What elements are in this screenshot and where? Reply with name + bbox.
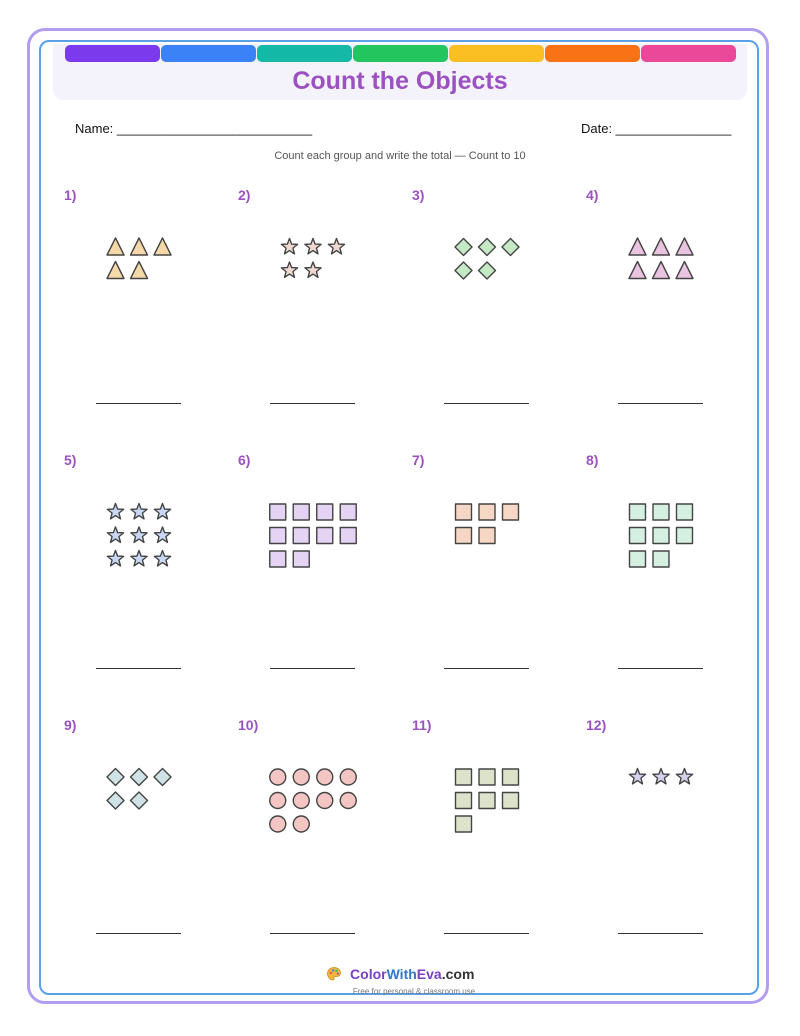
square-object — [630, 528, 646, 544]
triangle-object — [107, 238, 124, 255]
triangle-object — [676, 262, 693, 279]
problem-9 — [64, 717, 238, 981]
star-object — [154, 551, 170, 566]
star-object — [154, 504, 170, 519]
object-group — [412, 452, 586, 652]
square-object — [677, 504, 693, 520]
diamond-object — [154, 769, 171, 786]
star-object — [305, 239, 321, 254]
problem-number: 12) — [586, 717, 607, 733]
star-object — [131, 551, 147, 566]
circle-object — [340, 793, 356, 809]
triangle-object — [676, 238, 693, 255]
brand-eva: Eva — [416, 966, 442, 982]
star-object — [281, 239, 297, 254]
star-object — [131, 504, 147, 519]
footer-tagline: Free for personal & classroom use — [352, 987, 476, 996]
circle-object — [317, 769, 333, 785]
object-group — [238, 187, 412, 387]
problem-number: 10) — [238, 717, 259, 733]
triangle-object — [131, 262, 148, 279]
diamond-object — [107, 769, 124, 786]
square-object — [270, 504, 286, 520]
answer-line[interactable] — [270, 668, 355, 669]
problem-1 — [64, 187, 238, 451]
square-object — [456, 504, 472, 520]
diamond-object — [502, 239, 519, 256]
answer-line[interactable] — [270, 403, 355, 404]
rainbow-segment — [545, 45, 640, 62]
square-object — [653, 551, 669, 567]
answer-line[interactable] — [444, 933, 529, 934]
circle-object — [270, 816, 286, 832]
diamond-object — [131, 792, 148, 809]
circle-object — [340, 769, 356, 785]
square-object — [340, 528, 356, 544]
square-object — [479, 769, 495, 785]
object-group — [64, 187, 238, 387]
answer-line[interactable] — [618, 933, 703, 934]
rainbow-segment — [257, 45, 352, 62]
object-group — [412, 187, 586, 387]
rainbow-segment — [641, 45, 736, 62]
diamond-object — [131, 769, 148, 786]
diamond-object — [107, 792, 124, 809]
problem-5 — [64, 452, 238, 716]
problem-12 — [586, 717, 760, 981]
footer-brand — [0, 966, 800, 987]
palette-icon — [326, 966, 342, 987]
problem-number: 9) — [64, 717, 77, 733]
problem-8 — [586, 452, 760, 716]
star-object — [154, 527, 170, 542]
circle-object — [293, 793, 309, 809]
object-group — [64, 717, 238, 917]
name-field[interactable]: Name: ___________________________ — [75, 121, 313, 136]
triangle-object — [107, 262, 124, 279]
triangle-object — [154, 238, 171, 255]
triangle-object — [653, 262, 670, 279]
triangle-object — [629, 238, 646, 255]
square-object — [677, 528, 693, 544]
diamond-object — [455, 262, 472, 279]
diamond-object — [479, 262, 496, 279]
answer-line[interactable] — [270, 933, 355, 934]
star-object — [107, 551, 123, 566]
circle-object — [270, 793, 286, 809]
square-object — [456, 816, 472, 832]
problem-number: 7) — [412, 452, 425, 468]
square-object — [293, 504, 309, 520]
problem-number: 2) — [238, 187, 251, 203]
square-object — [317, 504, 333, 520]
brand-color: Color — [350, 966, 387, 982]
diamond-object — [455, 239, 472, 256]
instructions: Count each group and write the total — Count to 10 — [274, 150, 526, 162]
square-object — [653, 504, 669, 520]
star-object — [629, 769, 645, 784]
square-object — [293, 528, 309, 544]
star-object — [676, 769, 692, 784]
square-object — [479, 793, 495, 809]
triangle-object — [653, 238, 670, 255]
brand-with: With — [386, 966, 417, 982]
answer-line[interactable] — [618, 668, 703, 669]
square-object — [270, 551, 286, 567]
object-group — [412, 717, 586, 917]
square-object — [456, 528, 472, 544]
star-object — [107, 527, 123, 542]
rainbow-segment — [353, 45, 448, 62]
problem-number: 1) — [64, 187, 77, 203]
star-object — [281, 262, 297, 277]
rainbow-segment — [65, 45, 160, 62]
problem-10 — [238, 717, 412, 981]
problem-number: 11) — [412, 717, 432, 733]
square-object — [456, 793, 472, 809]
answer-line[interactable] — [96, 403, 181, 404]
problem-4 — [586, 187, 760, 451]
date-field[interactable]: Date: ________________ — [581, 121, 732, 136]
brand-domain: .com — [441, 966, 475, 982]
star-object — [653, 769, 669, 784]
star-object — [107, 504, 123, 519]
star-object — [328, 239, 344, 254]
square-object — [293, 551, 309, 567]
square-object — [630, 551, 646, 567]
object-group — [238, 452, 412, 652]
square-object — [630, 504, 646, 520]
problem-2 — [238, 187, 412, 451]
page-title: Count the Objects — [292, 67, 508, 95]
object-group — [238, 717, 412, 917]
answer-line[interactable] — [96, 933, 181, 934]
answer-line[interactable] — [444, 403, 529, 404]
diamond-object — [479, 239, 496, 256]
triangle-object — [629, 262, 646, 279]
problem-11 — [412, 717, 586, 981]
object-group — [586, 717, 760, 917]
rainbow-segment — [449, 45, 544, 62]
square-object — [653, 528, 669, 544]
footer — [0, 966, 800, 996]
answer-line[interactable] — [618, 403, 703, 404]
object-group — [586, 452, 760, 652]
square-object — [503, 769, 519, 785]
star-object — [131, 527, 147, 542]
square-object — [270, 528, 286, 544]
circle-object — [293, 816, 309, 832]
problem-6 — [238, 452, 412, 716]
problem-number: 5) — [64, 452, 77, 468]
rainbow-segment — [161, 45, 256, 62]
square-object — [317, 528, 333, 544]
problem-7 — [412, 452, 586, 716]
circle-object — [317, 793, 333, 809]
square-object — [340, 504, 356, 520]
circle-object — [270, 769, 286, 785]
square-object — [479, 528, 495, 544]
triangle-object — [131, 238, 148, 255]
star-object — [305, 262, 321, 277]
square-object — [479, 504, 495, 520]
problem-number: 6) — [238, 452, 251, 468]
object-group — [586, 187, 760, 387]
problem-number: 8) — [586, 452, 599, 468]
answer-line[interactable] — [96, 668, 181, 669]
square-object — [503, 793, 519, 809]
square-object — [456, 769, 472, 785]
circle-object — [293, 769, 309, 785]
rainbow-bar — [65, 45, 736, 62]
problem-number: 4) — [586, 187, 599, 203]
square-object — [503, 504, 519, 520]
answer-line[interactable] — [444, 668, 529, 669]
problem-3 — [412, 187, 586, 451]
problem-number: 3) — [412, 187, 425, 203]
object-group — [64, 452, 238, 652]
